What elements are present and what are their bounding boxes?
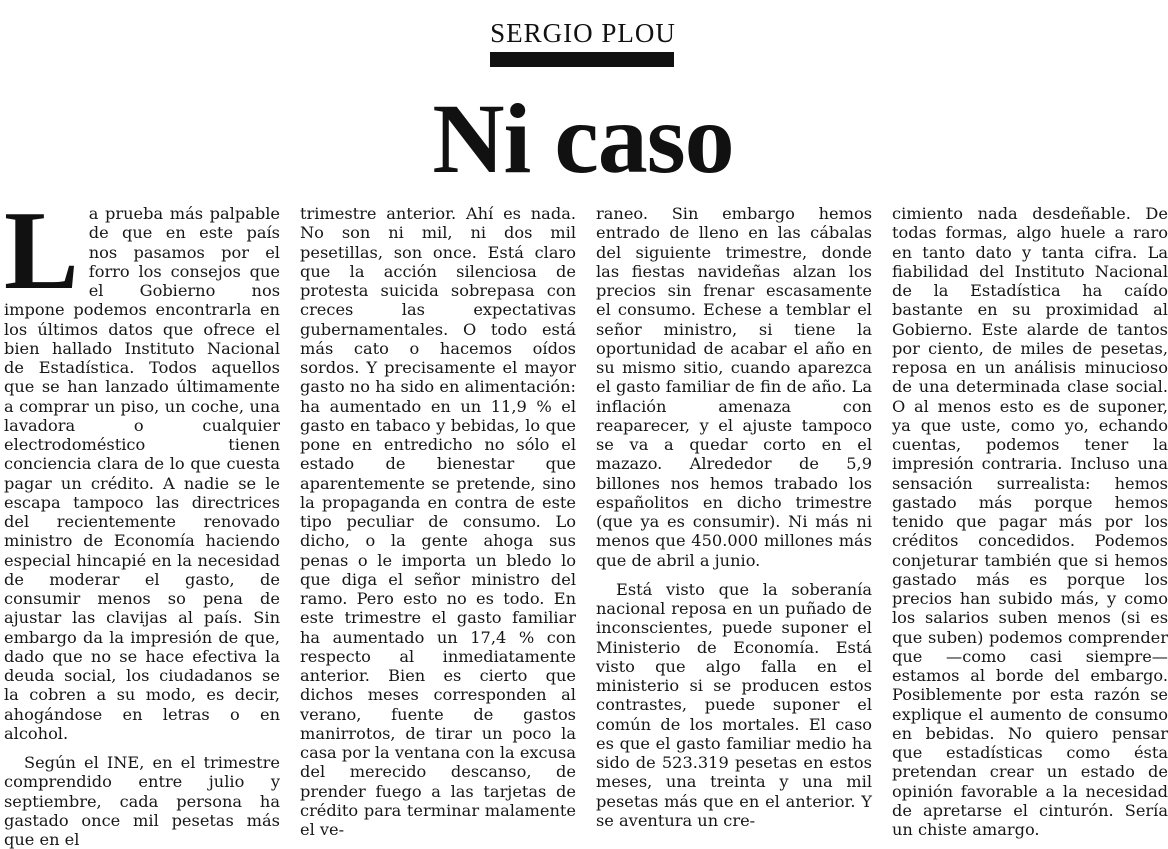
paragraph: raneo. Sin embargo hemos entrado de lleno en las cábalas del siguiente trimestre, donde las fiestas navideñas alzan los precios sin frenar escasamente el consumo. Echese a temblar el señor ministro, si tiene la oportunidad de acabar el año en su mismo sitio, cuando aparezca el gasto familiar de fin de año. La inflación amenaza con reaparecer, y el ajuste tampoco se va a quedar corto en el mazazo. Alrededor de 5,9 billones nos hemos trabado los españolitos en dicho trimestre (que ya es consumir). Ni más ni menos que 450.000 millones más que de abril a junio.: [596, 204, 872, 570]
paragraph-text: a prueba más palpable de que en este país nos pasamos por el forro los consejos que el Gobierno nos impone podemos encontrarla en los últimos datos que ofrece el bien hallado Instituto Nacional de Estadística. Todos aquellos que se han lanzado últimamente a comprar un piso, un coche, una lavadora o cualquier electrodoméstico tienen conciencia clara de lo que cuesta pagar un crédito. A nadie se le escapa tampoco las directrices del recientemente renovado ministro de Economía haciendo especial hincapié en la necesidad de moderar el gasto, de consumir menos so pena de ajustar las clavijas al país. Sin embargo da la impresión de que, dado que no se hace efectiva la deuda social, los ciudadanos se la cobren a su modo, es decir, ahogándose en letras o en alcohol.: [4, 204, 280, 743]
column-2: [300, 204, 576, 839]
author-byline: SERGIO PLOU: [490, 18, 676, 48]
article-body: [4, 189, 1168, 849]
drop-cap: L: [4, 189, 79, 313]
column-4: [892, 204, 1168, 839]
byline-rule: [490, 52, 674, 67]
paragraph: Está visto que la soberanía nacional reposa en un puñado de inconscientes, puede suponer el Ministerio de Economía. Está visto que algo falla en el ministerio si se producen estos contrastes, puede suponer el común de los mortales. El caso es que el gasto familiar medio ha sido de 523.319 pesetas en estos meses, una treinta y una mil pesetas más que en el anterior. Y se aventura un cre-: [596, 579, 872, 830]
paragraph: Según el INE, en el trimestre comprendido entre julio y septiembre, cada persona ha gastado once mil pesetas más que en el: [4, 753, 280, 849]
headline: Ni caso: [432, 83, 734, 194]
paragraph: trimestre anterior. Ahí es nada. No son ni mil, ni dos mil pesetillas, son once. Está claro que la acción silenciosa de protesta suicida sobrepasa con creces las expectativas gubernamentales. O todo está más cato o hacemos oídos sordos. Y precisamente el mayor gasto no ha sido en alimentación: ha aumentado en un 11,9 % el gasto en tabaco y bebidas, lo que pone en entredicho no sólo el estado de bienestar que aparentemente se pretende, sino la propaganda en contra de este tipo peculiar de consumo. Lo dicho, o la gente ahoga sus penas o le importa un bledo lo que diga el señor ministro del ramo. Pero esto no es todo. En este trimestre el gasto familiar ha aumentado un 17,4 % con respecto al inmediatamente anterior. Bien es cierto que dichos meses corresponden al verano, fuente de gastos manirrotos, de tirar un poco la casa por la ventana con la excusa del merecido descanso, de prender fuego a las tarjetas de crédito para terminar malamente el ve-: [300, 204, 576, 839]
paragraph: cimiento nada desdeñable. De todas formas, algo huele a raro en tanto dato y tanta cifra. La fiabilidad del Instituto Nacional de la Estadística ha caído bastante en su proximidad al Gobierno. Este alarde de tantos por ciento, de miles de pesetas, reposa en un análisis minucioso de una determinada clase social. O al menos esto es de suponer, ya que uste, como yo, echando cuentas, podemos tener la impresión contraria. Incluso una sensación surrealista: hemos gastado más porque hemos tenido que pagar más por los créditos concedidos. Podemos conjeturar también que si hemos gastado más es porque los precios han subido más, y como los salarios suben menos (si es que suben) podemos comprender que —como casi siempre— estamos al borde del embargo. Posiblemente por esta razón se explique el aumento de consumo en bebidas. No quiero pensar que estadísticas como ésta pretendan crear un estado de opinión favorable a la necesidad de apretarse el cinturón. Sería un chiste amargo.: [892, 204, 1168, 839]
column-1: [4, 189, 280, 849]
column-3: [596, 204, 872, 828]
paragraph: [4, 189, 280, 743]
